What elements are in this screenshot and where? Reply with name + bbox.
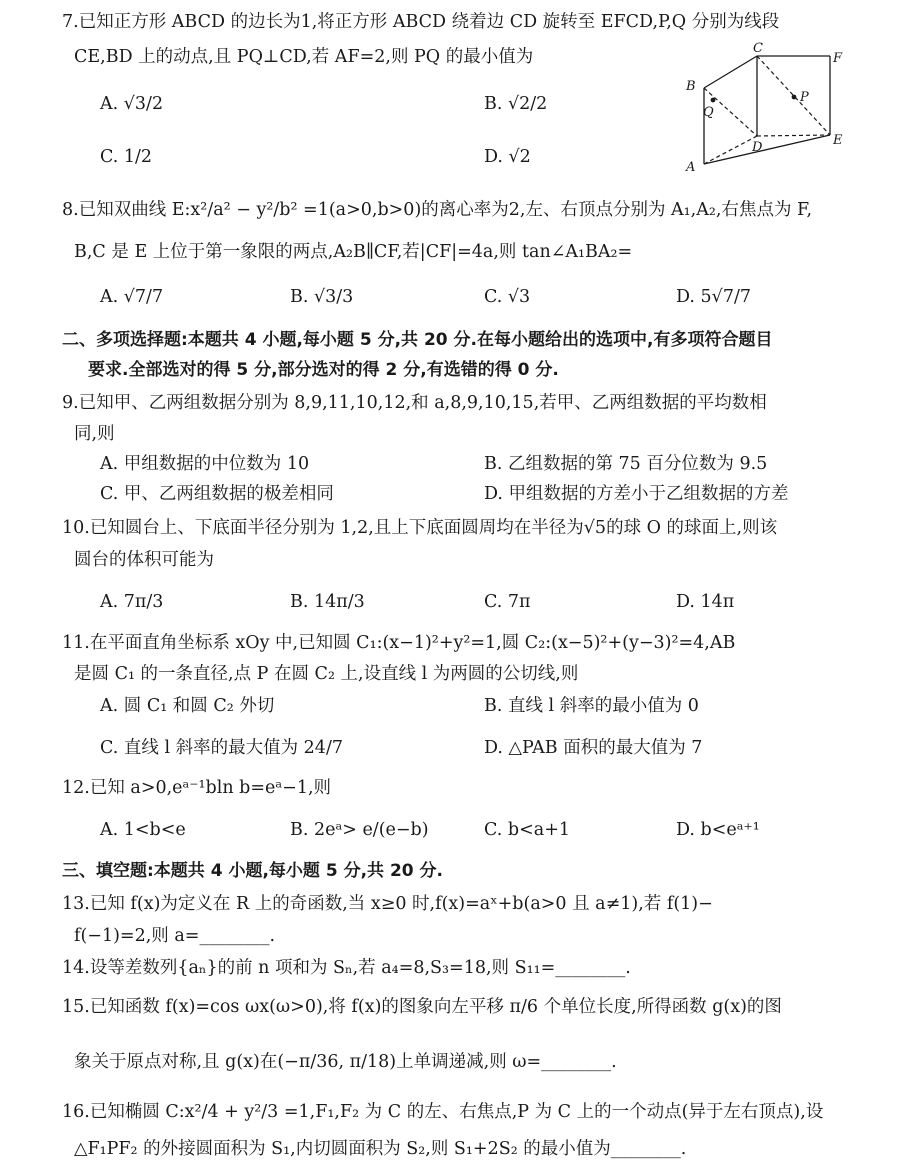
q8-option-d: D. 5√7/7 [676,287,751,307]
q15-line1: 15.已知函数 f(x)=cos ωx(ω>0),将 f(x)的图象向左平移 π/6 个单位长度,所得函数 g(x)的图 [62,997,782,1017]
q8-option-b: B. √3/3 [290,287,354,307]
q9-option-c: C. 甲、乙两组数据的极差相同 [100,484,334,504]
q11-line1: 11.在平面直角坐标系 xOy 中,已知圆 C₁:(x−1)²+y²=1,圆 C₂:(x−5)²+(y−3)²=4,AB [62,633,736,653]
q8-option-a: A. √7/7 [100,287,164,307]
label-c: C [753,41,763,56]
label-f: F [833,51,843,66]
edge-bc [704,56,757,88]
q16-line1: 16.已知椭圆 C:x²/4 + y²/3 =1,F₁,F₂ 为 C 的左、右焦点,P 为 C 上的一个动点(异于左右顶点),设 [62,1102,824,1122]
label-a: A [686,160,696,175]
q16-line2: △F₁PF₂ 的外接圆面积为 S₁,内切圆面积为 S₂,则 S₁+2S₂ 的最小值为________. [74,1139,687,1159]
q13-line1: 13.已知 f(x)为定义在 R 上的奇函数,当 x≥0 时,f(x)=aˣ+b(a>0 且 a≠1),若 f(1)− [62,894,713,914]
label-d: D [752,140,763,155]
rotated-square-figure [672,40,877,175]
point-p [792,95,797,100]
q9-option-d: D. 甲组数据的方差小于乙组数据的方差 [484,484,789,504]
q10-line2: 圆台的体积可能为 [74,550,214,570]
edge-ae [704,135,830,164]
q8-line1: 8.已知双曲线 E:x²/a² − y²/b² =1(a>0,b>0)的离心率为2,左、右顶点分别为 A₁,A₂,右焦点为 F, [62,200,813,220]
q9-option-a: A. 甲组数据的中位数为 10 [100,454,310,474]
q14-line1: 14.设等差数列{aₙ}的前 n 项和为 Sₙ,若 a₄=8,S₃=18,则 S₁₁=________. [62,958,631,978]
q7-option-b: B. √2/2 [484,94,548,114]
q11-line2: 是圆 C₁ 的一条直径,点 P 在圆 C₂ 上,设直线 l 为两圆的公切线,则 [74,664,579,684]
q11-option-d: D. △PAB 面积的最大值为 7 [484,738,703,758]
label-e: E [833,133,843,148]
q9-line2: 同,则 [74,424,115,444]
edge-ad [704,136,757,164]
point-q [711,98,716,103]
section2-heading-line1: 二、多项选择题:本题共 4 小题,每小题 5 分,共 20 分.在每小题给出的选项中,有多项符合题目 [62,330,773,350]
q9-option-b: B. 乙组数据的第 75 百分位数为 9.5 [484,454,768,474]
q11-option-b: B. 直线 l 斜率的最小值为 0 [484,696,699,716]
section3-heading: 三、填空题:本题共 4 小题,每小题 5 分,共 20 分. [62,861,443,881]
q7-line1: 7.已知正方形 ABCD 的边长为1,将正方形 ABCD 绕着边 CD 旋转至 EFCD,P,Q 分别为线段 [62,12,780,32]
q10-option-a: A. 7π/3 [100,592,164,612]
q7-option-a: A. √3/2 [100,94,164,114]
q7-option-d: D. √2 [484,147,531,167]
label-q: Q [703,105,714,120]
q7-line2: CE,BD 上的动点,且 PQ⊥CD,若 AF=2,则 PQ 的最小值为 [74,47,534,67]
edge-de [757,135,830,136]
q8-line2: B,C 是 E 上位于第一象限的两点,A₂B∥CF,若|CF|=4a,则 tan∠A₁BA₂= [74,242,633,262]
q13-line2: f(−1)=2,则 a=________. [74,926,276,946]
q10-option-d: D. 14π [676,592,735,612]
q15-line2: 象关于原点对称,且 g(x)在(−π/36, π/18)上单调递减,则 ω=________. [74,1052,617,1072]
q12-option-c: C. b<a+1 [484,820,570,840]
q10-option-b: B. 14π/3 [290,592,365,612]
q12-option-a: A. 1<b<e [100,820,186,840]
q8-option-c: C. √3 [484,287,531,307]
q12-option-b: B. 2eᵃ> e/(e−b) [290,820,429,840]
q12-option-d: D. b<eᵃ⁺¹ [676,820,760,840]
q11-option-a: A. 圆 C₁ 和圆 C₂ 外切 [100,696,275,716]
q9-line1: 9.已知甲、乙两组数据分别为 8,9,11,10,12,和 a,8,9,10,15,若甲、乙两组数据的平均数相 [62,393,767,413]
q10-line1: 10.已知圆台上、下底面半径分别为 1,2,且上下底面圆周均在半径为√5的球 O 的球面上,则该 [62,518,778,538]
q10-option-c: C. 7π [484,592,531,612]
label-p: P [800,90,809,105]
section2-heading-line2: 要求.全部选对的得 5 分,部分选对的得 2 分,有选错的得 0 分. [88,360,559,380]
label-b: B [686,79,696,94]
q11-option-c: C. 直线 l 斜率的最大值为 24/7 [100,738,343,758]
q7-option-c: C. 1/2 [100,147,153,167]
q12-line1: 12.已知 a>0,eᵃ⁻¹bln b=eᵃ−1,则 [62,778,332,798]
